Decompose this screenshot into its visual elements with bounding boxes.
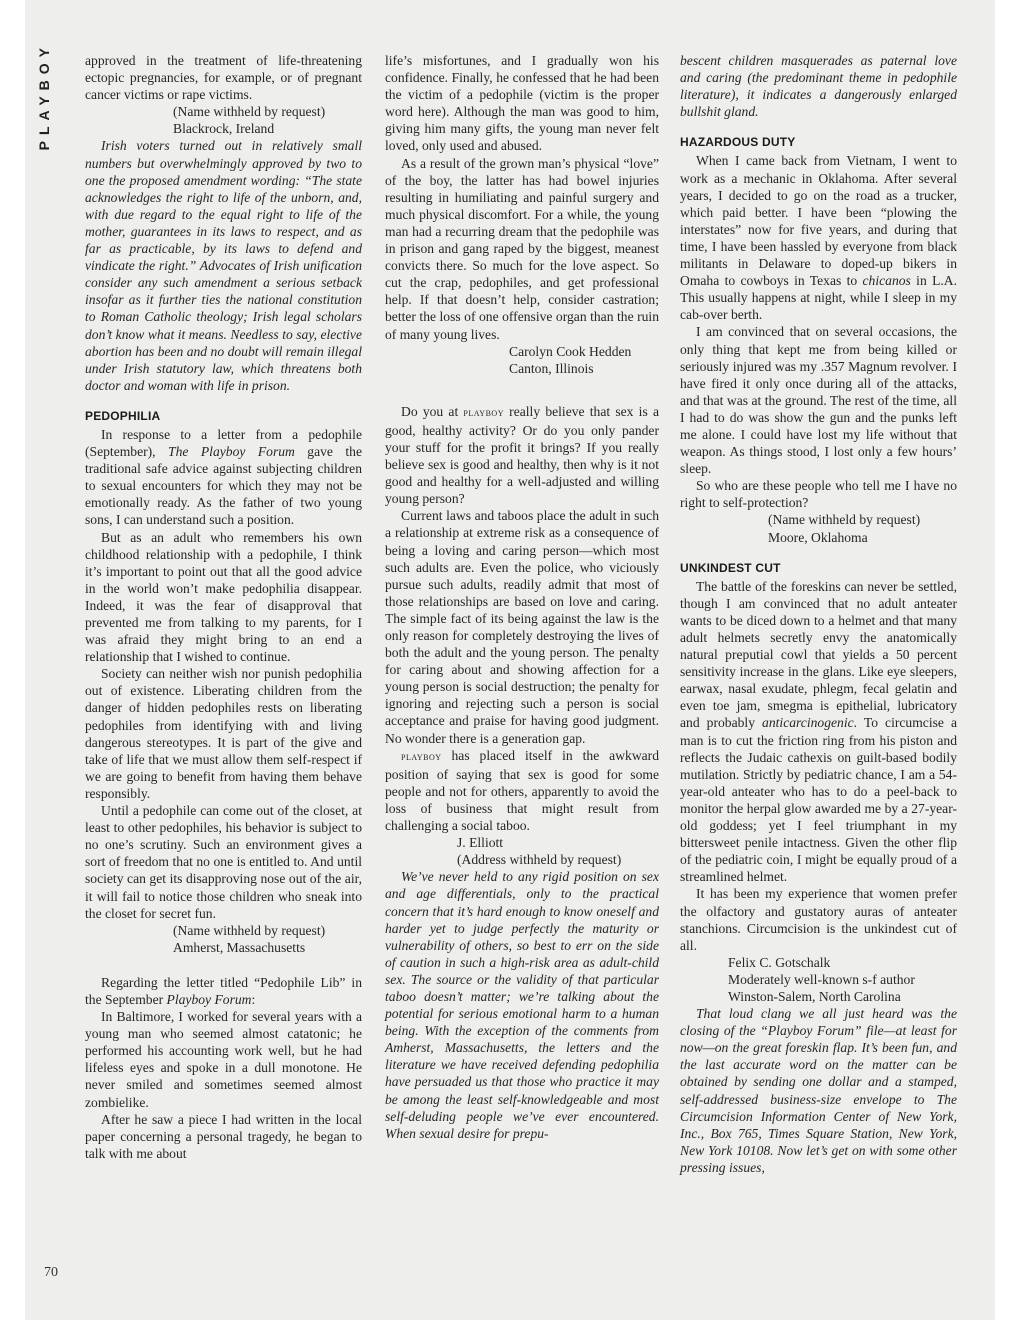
signature-title: Moderately well-known s-f author [728, 971, 915, 987]
letter-paragraph: Do you at playboy really believe that sex is a good, healthy activity? Or do you only pander your stuff for the profit it brings? If you really believe sex is good and healthy, then why is it not good and healthy for a well-adjusted and willing young person? [385, 403, 659, 507]
letter-paragraph: It has been my experience that women prefer the olfactory and gustatory auras of anteater stanchions. Circumcision is the unkindest cut of all. [680, 886, 957, 953]
signature-name: J. Elliott [457, 835, 504, 851]
editor-response: We’ve never held to any rigid position on sex and age differentials, only to the practical concern that it’s hard enough to know oneself and harder yet to judge perfectly the maturity or vulnerability of others, so best to err on the side of caution in such a high-risk area as adult-child sex. The source or the validity of that particular taboo doesn’t matter; we’re talking about the potential for serious emotional harm to a human being. With the exception of the comments from Amherst, Massachusetts, the letters and the literature we have received defending pedophilia have persuaded us that those who practice it may be among the least self-knowledgeable and most self-deluding people we’ve ever encountered. When sexual desire for prepu- [385, 869, 659, 1141]
section-heading-pedophilia: PEDOPHILIA [85, 408, 161, 423]
signature-name: (Name withheld by request) [173, 104, 326, 120]
letter-paragraph: approved in the treatment of life-threatening ectopic pregnancies, for example, or of pregnant cancer victims or rape victims. [85, 53, 362, 103]
section-heading-hazardous-duty: HAZARDOUS DUTY [680, 135, 796, 150]
editor-response: bescent children masquerades as paternal love and caring (the predominant theme in pedophile literature), it indicates a dangerously enlarged bullshit gland. [680, 53, 957, 120]
signature-place: (Address withheld by request) [457, 852, 622, 868]
column-3 [680, 52, 957, 1176]
letter-paragraph: In Baltimore, I worked for several years with a young man who seemed almost catatonic; he performed his accounting work well, but he had lifeless eyes and spoke in a dull monotone. He never smiled and sometimes seemed almost zombielike. [85, 1009, 362, 1110]
letter-paragraph: Current laws and taboos place the adult in such a relationship at extreme risk as a consequence of being a loving and caring person—which most such adults are. Even the police, who viciously pursue such adults, readily admit that most of those relationships are based on love and caring. The simple fact of its being against the law is the only reason for completely destroying the lives of both the adult and the young person. The penalty for caring about and showing affection for a young person is social destruction; the penalty for ignoring and rejecting such a person is social acceptance and praise for having good judgment. No wonder there is a generation gap. [385, 508, 659, 746]
signature-place: Blackrock, Ireland [173, 121, 275, 137]
letter-paragraph: life’s misfortunes, and I gradually won his confidence. Finally, he confessed that he had been the victim of a pedophile (victim is the proper word here). Although the man was good to him, giving him many gifts, the young man never felt loved, only used and abused. [385, 53, 659, 154]
letter-paragraph: playboy has placed itself in the awkward position of saying that sex is good for some people and not for others, apparently to avoid the loss of business that might result from challenging a social taboo. [385, 747, 659, 834]
signature-place: Moore, Oklahoma [768, 529, 868, 545]
signature-place: Canton, Illinois [509, 360, 594, 376]
signature-place: Amherst, Massachusetts [173, 939, 306, 955]
letter-paragraph: In response to a letter from a pedophile (September), The Playboy Forum gave the traditional safe advice against subjecting children to sexual encounters for which they may not be emotionally ready. As the father of two young sons, I can understand such a position. [85, 426, 362, 528]
letter-paragraph: But as an adult who remembers his own childhood relationship with a pedophile, I think it’s important to point out that all the good advice in the world won’t make pedophilia disappear. Indeed, it was the fear of disapproval that prevented me from talking to my parents, for I was afraid they might bring to an end a relationship that I wished to continue. [85, 529, 362, 665]
letter-paragraph: The battle of the foreskins can never be settled, though I am convinced that no adult anteater wants to be diced down to a helmet and that many adult helmets secretly envy the anatomically natural preputial cowl that yields a 50 percent sensitivity increase in the glans. Like eye sleepers, earwax, nasal exudate, phlegm, fecal gelatin and even toe jam, smegma is epithelial, lubricatory and probably anticarcinogenic. To circumcise a man is to cut the friction ring from his piston and reflects the Judaic cathexis on guilt-based bodily mutilation. Strictly by pediatric chance, I am a 54-year-old anteater who has to do a peel-back to monitor the herpal glow awarded me by a 27-year-old goddess; yet I feel triumphant in my bittersweet penile intactness. Given the other flip of the pediatric coin, I might be equally proud of a streamlined helmet. [680, 578, 957, 885]
letter-paragraph: So who are these people who tell me I have no right to self-protection? [680, 478, 957, 511]
editor-response: That loud clang we all just heard was the closing of the “Playboy Forum” file—at least for now—on the great foreskin flap. It’s been fun, and the last accurate word on the matter can be obtained by sending one dollar and a stamped, self-addressed business-size envelope to The Circumcision Information Center of New York, Inc., Box 765, Times Square Station, New York, New York 10108. Now let’s get on with some other pressing issues, [680, 1006, 957, 1175]
letter-paragraph: Until a pedophile can come out of the closet, at least to other pedophiles, his behavior is subject to no one’s scrutiny. Such an environment gives a sort of freedom that no one is entitled to. And until society can get its disapproving nose out of the air, it will fail to notice those children who sneak into the closet for secret fun. [85, 803, 362, 921]
page-number: 70 [44, 1265, 58, 1280]
editor-response: Irish voters turned out in relatively small numbers but overwhelmingly approved by two to one the proposed amendment wording: “The state acknowledges the right to life of the unborn, and, with due regard to the equal right to life of the mother, guarantees in its laws to respect, and as far as practicable, by its laws to defend and vindicate the right.” Advocates of Irish unification consider any such amendment a serious setback insofar as it further ties the national constitution to Roman Catholic theology; Irish legal scholars don’t know what it means. Needless to say, elective abortion has been and no doubt will remain illegal under Irish statutory law, which threatens both doctor and woman with life in prison. [85, 138, 362, 393]
signature-name: Felix C. Gotschalk [728, 954, 831, 970]
signature-name: (Name withheld by request) [768, 512, 921, 528]
letter-paragraph: Society can neither wish nor punish pedophilia out of existence. Liberating children from the danger of hidden pedophiles rests on liberating pedophiles from identifying with and living dangerous stereotypes. It is part of the give and take of life that we must allow them self-respect if we are going to benefit from having them behave responsibly. [85, 666, 362, 801]
section-heading-unkindest-cut: UNKINDEST CUT [680, 560, 781, 575]
signature-place: Winston-Salem, North Carolina [728, 988, 901, 1004]
letter-paragraph: Regarding the letter titled “Pedophile Lib” in the September Playboy Forum: [85, 974, 362, 1007]
column-2 [385, 52, 659, 1142]
signature-name: Carolyn Cook Hedden [509, 343, 632, 359]
column-1 [85, 52, 362, 1162]
signature-name: (Name withheld by request) [173, 922, 326, 938]
letter-paragraph: After he saw a piece I had written in the local paper concerning a personal tragedy, he began to talk with me about [85, 1111, 362, 1161]
letter-paragraph: When I came back from Vietnam, I went to work as a mechanic in Oklahoma. After several years, I decided to go on the road as a trucker, which paid better. I have been “plowing the interstates” now for five years, and during that time, I have been hassled by everyone from black militants in Delaware to doped-up bikers in Omaha to cowboys in Texas to chicanos in L.A. This usually happens at night, while I sleep in my cab-over berth. [680, 153, 957, 323]
letter-paragraph: I am convinced that on several occasions, the only thing that kept me from being killed or seriously injured was my .357 Magnum revolver. I have fired it only once during all of the attacks, and that was at the ground. The rest of the time, all I had to do was show the gun and the punks left me alone. I could have lost my life without that weapon. As things stood, I lost only a few hours’ sleep. [680, 324, 957, 477]
magazine-running-head: PLAYBOY [36, 42, 52, 151]
letter-paragraph: As a result of the grown man’s physical “love” of the boy, the latter has had bowel injuries resulting in humiliating and painful surgery and much physical discomfort. For a while, the young man had a recurring dream that the pedophile was in prison and gang raped by the biggest, meanest convicts there. So much for the love aspect. So cut the crap, pedophiles, and get professional help. If that doesn’t help, consider castration; better the loss of one offensive organ than the ruin of many young lives. [385, 155, 659, 342]
